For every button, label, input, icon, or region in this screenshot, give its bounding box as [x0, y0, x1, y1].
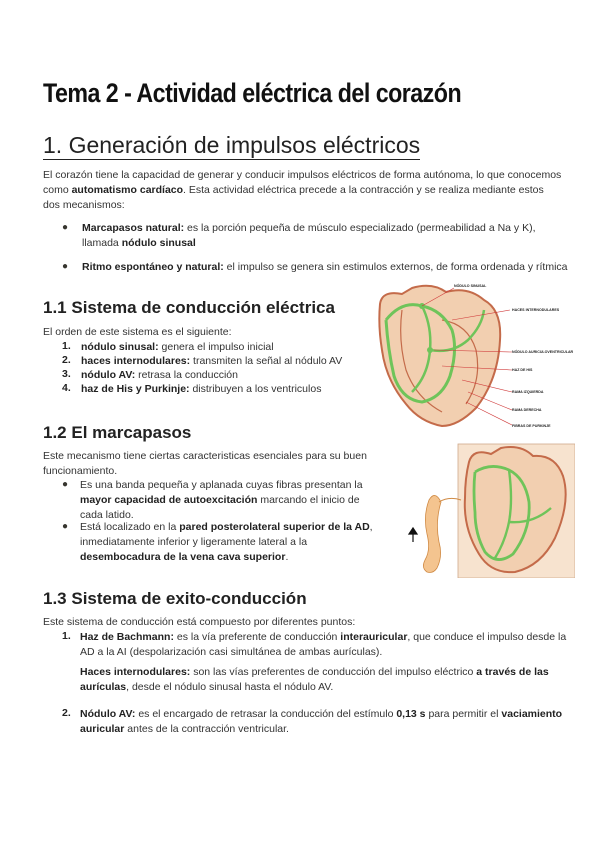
bullet-dot: ●	[62, 222, 69, 233]
list-item: Haz de Bachmann: es la vía preferente de conducción interauricular, que conduce el impulso desde la AD a la AI (despolarización casi simultánea de ambas aurículas).	[80, 631, 567, 658]
list-item: Marcapasos natural: es la porción pequeña de músculo especializado (permeabilidad a Na y K), llamada nódulo sinusal	[82, 222, 536, 249]
list-item: haz de His y Purkinje: distribuyen a los ventriculos	[81, 383, 322, 395]
list-item: Es una banda pequeña y aplanada cuyas fibras presentan la mayor capacidad de autoexcitación marcando el inicio de cada latido.	[80, 479, 363, 521]
list-number: 1.	[62, 630, 71, 642]
section1-intro: El corazón tiene la capacidad de generar y conducir impulsos eléctricos de forma autónoma, lo que conocemos como automatismo cardíaco. Esta actividad eléctrica precede a la contracción y se realiza mediante estos dos mecanismos:	[43, 169, 562, 211]
section-heading-1-2: 1.2 El marcapasos	[43, 423, 192, 442]
section11-intro: El orden de este sistema es el siguiente:	[43, 326, 232, 338]
bullet-dot: ●	[62, 261, 69, 272]
section-heading-1-3: 1.3 Sistema de exito-conducción	[43, 589, 307, 608]
section-heading-1-1: 1.1 Sistema de conducción eléctrica	[43, 298, 335, 317]
section13-intro: Este sistema de conducción está compuesto por diferentes puntos:	[43, 616, 356, 628]
heart-conduction-figure	[372, 280, 580, 432]
list-number: 4.	[62, 382, 71, 394]
list-number: 1.	[62, 340, 71, 352]
list-item: nódulo sinusal: genera el impulso inicial	[81, 341, 274, 353]
figure-label: NÓDULO AURICULOVENTRICULAR	[512, 350, 574, 354]
list-item: Nódulo AV: es el encargado de retrasar la conducción del estímulo 0,13 s para permitir el vaciamiento auricular antes de la contracción ventricular.	[80, 708, 563, 735]
figure-label: RAMA IZQUIERDA	[512, 390, 544, 394]
figure-label: HAZ DE HIS	[512, 368, 533, 372]
list-item: Haces internodulares: son las vías preferentes de conducción del impulso eléctrico a través de las aurículas, desde el nódulo sinusal hasta el nódulo AV.	[80, 666, 549, 693]
figure-label: NÓDULO SINUSAL	[454, 284, 487, 288]
list-item: Está localizado en la pared posterolateral superior de la AD, inmediatamente inferior y ligeramente lateral a la desembocadura de la vena cava superior.	[80, 521, 373, 563]
list-number: 2.	[62, 707, 71, 719]
list-item: Ritmo espontáneo y natural: el impulso se genera sin estimulos externos, de forma ordenada y rítmica	[82, 261, 568, 273]
page-title: Tema 2 - Actividad eléctrica del corazón	[43, 78, 462, 108]
list-number: 2.	[62, 354, 71, 366]
bullet-dot: ●	[62, 521, 69, 532]
figure-label: FIBRAS DE PURKINJE	[512, 424, 551, 428]
figure-label: RAMA DERECHA	[512, 408, 542, 412]
pacemaker-figure	[405, 442, 575, 578]
list-item: nódulo AV: retrasa la conducción	[81, 369, 238, 381]
section-heading-1: 1. Generación de impulsos eléctricos	[43, 132, 421, 158]
bullet-dot: ●	[62, 479, 69, 490]
av-node-marker	[427, 347, 433, 353]
list-item: haces internodulares: transmiten la señal al nódulo AV	[81, 355, 343, 367]
list-number: 3.	[62, 368, 71, 380]
figure-label: HACES INTERNODULARES	[512, 308, 560, 312]
section12-intro: Este mecanismo tiene ciertas caracteristicas esenciales para su buen funcionamiento.	[43, 450, 367, 477]
